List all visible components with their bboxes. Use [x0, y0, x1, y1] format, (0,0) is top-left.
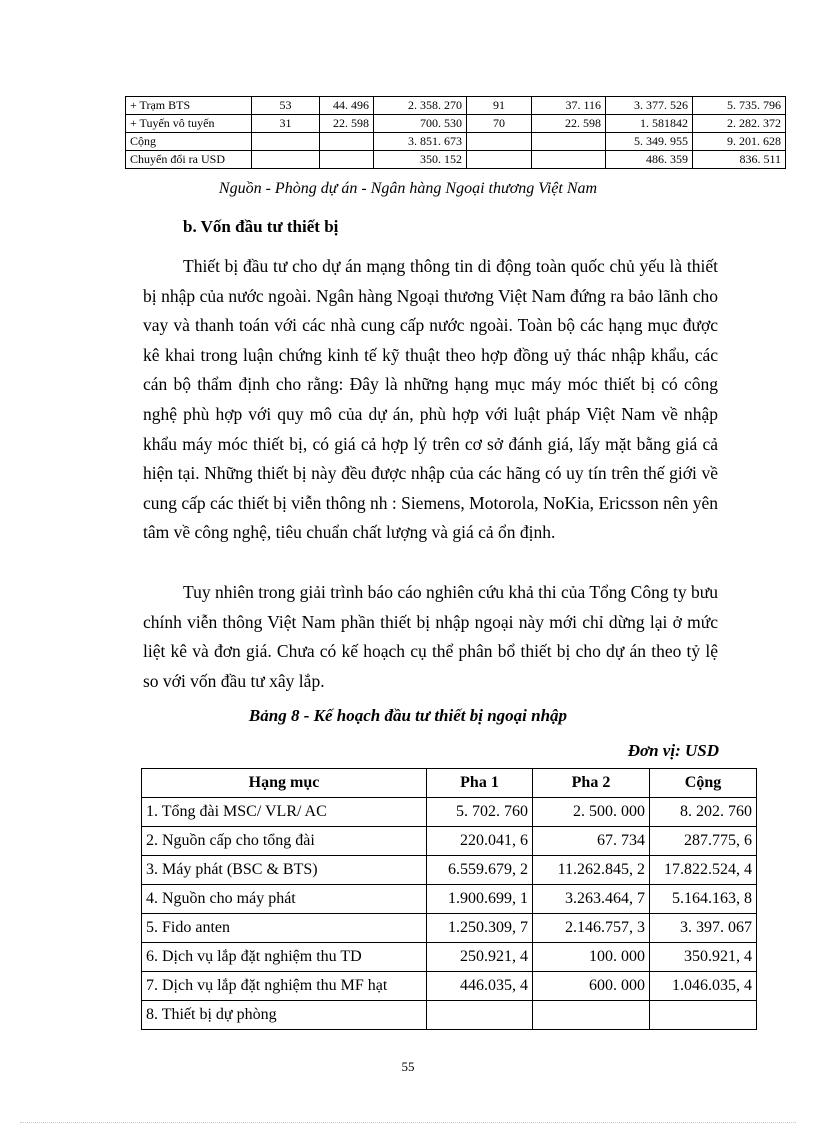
amount-cell: 11.262.845, 2 [533, 856, 650, 885]
value-cell: 350. 152 [374, 151, 467, 169]
row-label-cell: Chuyển đổi ra USD [126, 151, 252, 169]
amount-cell: 350.921, 4 [650, 943, 757, 972]
top-table-row [126, 133, 786, 151]
table8-row [142, 827, 757, 856]
row-label-cell: + Trạm BTS [126, 97, 252, 115]
item-name-cell: 6. Dịch vụ lắp đặt nghiệm thu TD [142, 943, 427, 972]
paragraph-2: Tuy nhiên trong giải trình báo cáo nghiên cứu khả thi của Tổng Công ty bưu chính viễn thông Việt Nam phần thiết bị nhập ngoại này mới chỉ dừng lại ở mức liệt kê và đơn giá. Chưa có kế hoạch cụ thể phân bổ thiết bị cho dự án theo tỷ lệ so với vốn đầu tư xây lắp. [143, 582, 718, 691]
amount-cell: 2. 500. 000 [533, 798, 650, 827]
top-table-row [126, 151, 786, 169]
amount-cell: 250.921, 4 [427, 943, 533, 972]
table8-unit: Đơn vị: USD [627, 741, 719, 760]
table8 [141, 768, 757, 1030]
value-cell: 2. 282. 372 [693, 115, 786, 133]
top-table [125, 96, 786, 169]
value-cell [532, 151, 606, 169]
table8-row [142, 972, 757, 1001]
paragraph-1: Thiết bị đầu tư cho dự án mạng thông tin di động toàn quốc chủ yếu là thiết bị nhập của nước ngoài. Ngân hàng Ngoại thương Việt Nam đứng ra bảo lãnh cho vay và thanh toán với các nhà cung cấp nước ngoài. Toàn bộ các hạng mục được kê khai trong luận chứng kinh tế kỹ thuật theo hợp đồng uỷ thác nhập khẩu, các cán bộ thẩm định cho rằng: Đây là những hạng mục máy móc thiết bị có công nghệ phù hợp với quy mô của dự án, phù hợp với luật pháp Việt Nam về nhập khẩu máy móc thiết bị, có giá cả hợp lý trên cơ sở đánh giá, lấy mặt bằng giá cả hiện tại. Những thiết bị này đều được nhập của các hãng có uy tín trên thế giới về cung cấp các thiết bị viễn thông nh : Siemens, Motorola, NoKia, Ericsson nên yên tâm về công nghệ, tiêu chuẩn chất lượng và giá cả ổn định. [143, 256, 718, 543]
value-cell [467, 133, 532, 151]
amount-cell: 1.046.035, 4 [650, 972, 757, 1001]
amount-cell: 17.822.524, 4 [650, 856, 757, 885]
item-name-cell: 1. Tổng đài MSC/ VLR/ AC [142, 798, 427, 827]
table8-header-cell: Hạng mục [142, 769, 427, 798]
table8-row [142, 914, 757, 943]
value-cell: 3. 851. 673 [374, 133, 467, 151]
value-cell: 22. 598 [320, 115, 374, 133]
amount-cell: 6.559.679, 2 [427, 856, 533, 885]
item-name-cell: 5. Fido anten [142, 914, 427, 943]
table8-header-cell: Pha 1 [427, 769, 533, 798]
amount-cell: 3. 397. 067 [650, 914, 757, 943]
value-cell: 1. 581842 [606, 115, 693, 133]
table8-row [142, 856, 757, 885]
row-label-cell: Cộng [126, 133, 252, 151]
item-name-cell: 2. Nguồn cấp cho tổng đài [142, 827, 427, 856]
page-number: 55 [401, 1059, 415, 1074]
amount-cell [427, 1001, 533, 1030]
section-heading: b. Vốn đầu tư thiết bị [183, 217, 339, 236]
item-name-cell: 3. Máy phát (BSC & BTS) [142, 856, 427, 885]
value-cell [320, 151, 374, 169]
table8-header-row [142, 769, 757, 798]
top-table-row [126, 115, 786, 133]
value-cell: 3. 377. 526 [606, 97, 693, 115]
value-cell [532, 133, 606, 151]
amount-cell: 5.164.163, 8 [650, 885, 757, 914]
table8-row [142, 943, 757, 972]
value-cell: 5. 735. 796 [693, 97, 786, 115]
row-label-cell: + Tuyến vô tuyến [126, 115, 252, 133]
amount-cell: 2.146.757, 3 [533, 914, 650, 943]
value-cell [252, 151, 320, 169]
table8-row [142, 798, 757, 827]
amount-cell: 3.263.464, 7 [533, 885, 650, 914]
value-cell: 31 [252, 115, 320, 133]
source-caption: Nguồn - Phòng dự án - Ngân hàng Ngoại thương Việt Nam [218, 180, 598, 197]
value-cell: 44. 496 [320, 97, 374, 115]
value-cell: 91 [467, 97, 532, 115]
item-name-cell: 7. Dịch vụ lắp đặt nghiệm thu MF hạt [142, 972, 427, 1001]
value-cell: 9. 201. 628 [693, 133, 786, 151]
table8-title: Bảng 8 - Kế hoạch đầu tư thiết bị ngoại nhập [248, 706, 568, 725]
amount-cell: 446.035, 4 [427, 972, 533, 1001]
amount-cell: 220.041, 6 [427, 827, 533, 856]
value-cell [252, 133, 320, 151]
table8-row [142, 885, 757, 914]
amount-cell: 67. 734 [533, 827, 650, 856]
value-cell: 53 [252, 97, 320, 115]
value-cell [320, 133, 374, 151]
value-cell: 700. 530 [374, 115, 467, 133]
amount-cell [533, 1001, 650, 1030]
amount-cell: 1.250.309, 7 [427, 914, 533, 943]
amount-cell: 1.900.699, 1 [427, 885, 533, 914]
amount-cell [650, 1001, 757, 1030]
amount-cell: 100. 000 [533, 943, 650, 972]
value-cell: 5. 349. 955 [606, 133, 693, 151]
value-cell: 486. 359 [606, 151, 693, 169]
table8-header-cell: Cộng [650, 769, 757, 798]
value-cell [467, 151, 532, 169]
item-name-cell: 4. Nguồn cho máy phát [142, 885, 427, 914]
table8-header-cell: Pha 2 [533, 769, 650, 798]
value-cell: 836. 511 [693, 151, 786, 169]
item-name-cell: 8. Thiết bị dự phòng [142, 1001, 427, 1030]
value-cell: 22. 598 [532, 115, 606, 133]
value-cell: 37. 116 [532, 97, 606, 115]
value-cell: 2. 358. 270 [374, 97, 467, 115]
top-table-row [126, 97, 786, 115]
amount-cell: 8. 202. 760 [650, 798, 757, 827]
amount-cell: 5. 702. 760 [427, 798, 533, 827]
table8-row [142, 1001, 757, 1030]
value-cell: 70 [467, 115, 532, 133]
amount-cell: 287.775, 6 [650, 827, 757, 856]
amount-cell: 600. 000 [533, 972, 650, 1001]
